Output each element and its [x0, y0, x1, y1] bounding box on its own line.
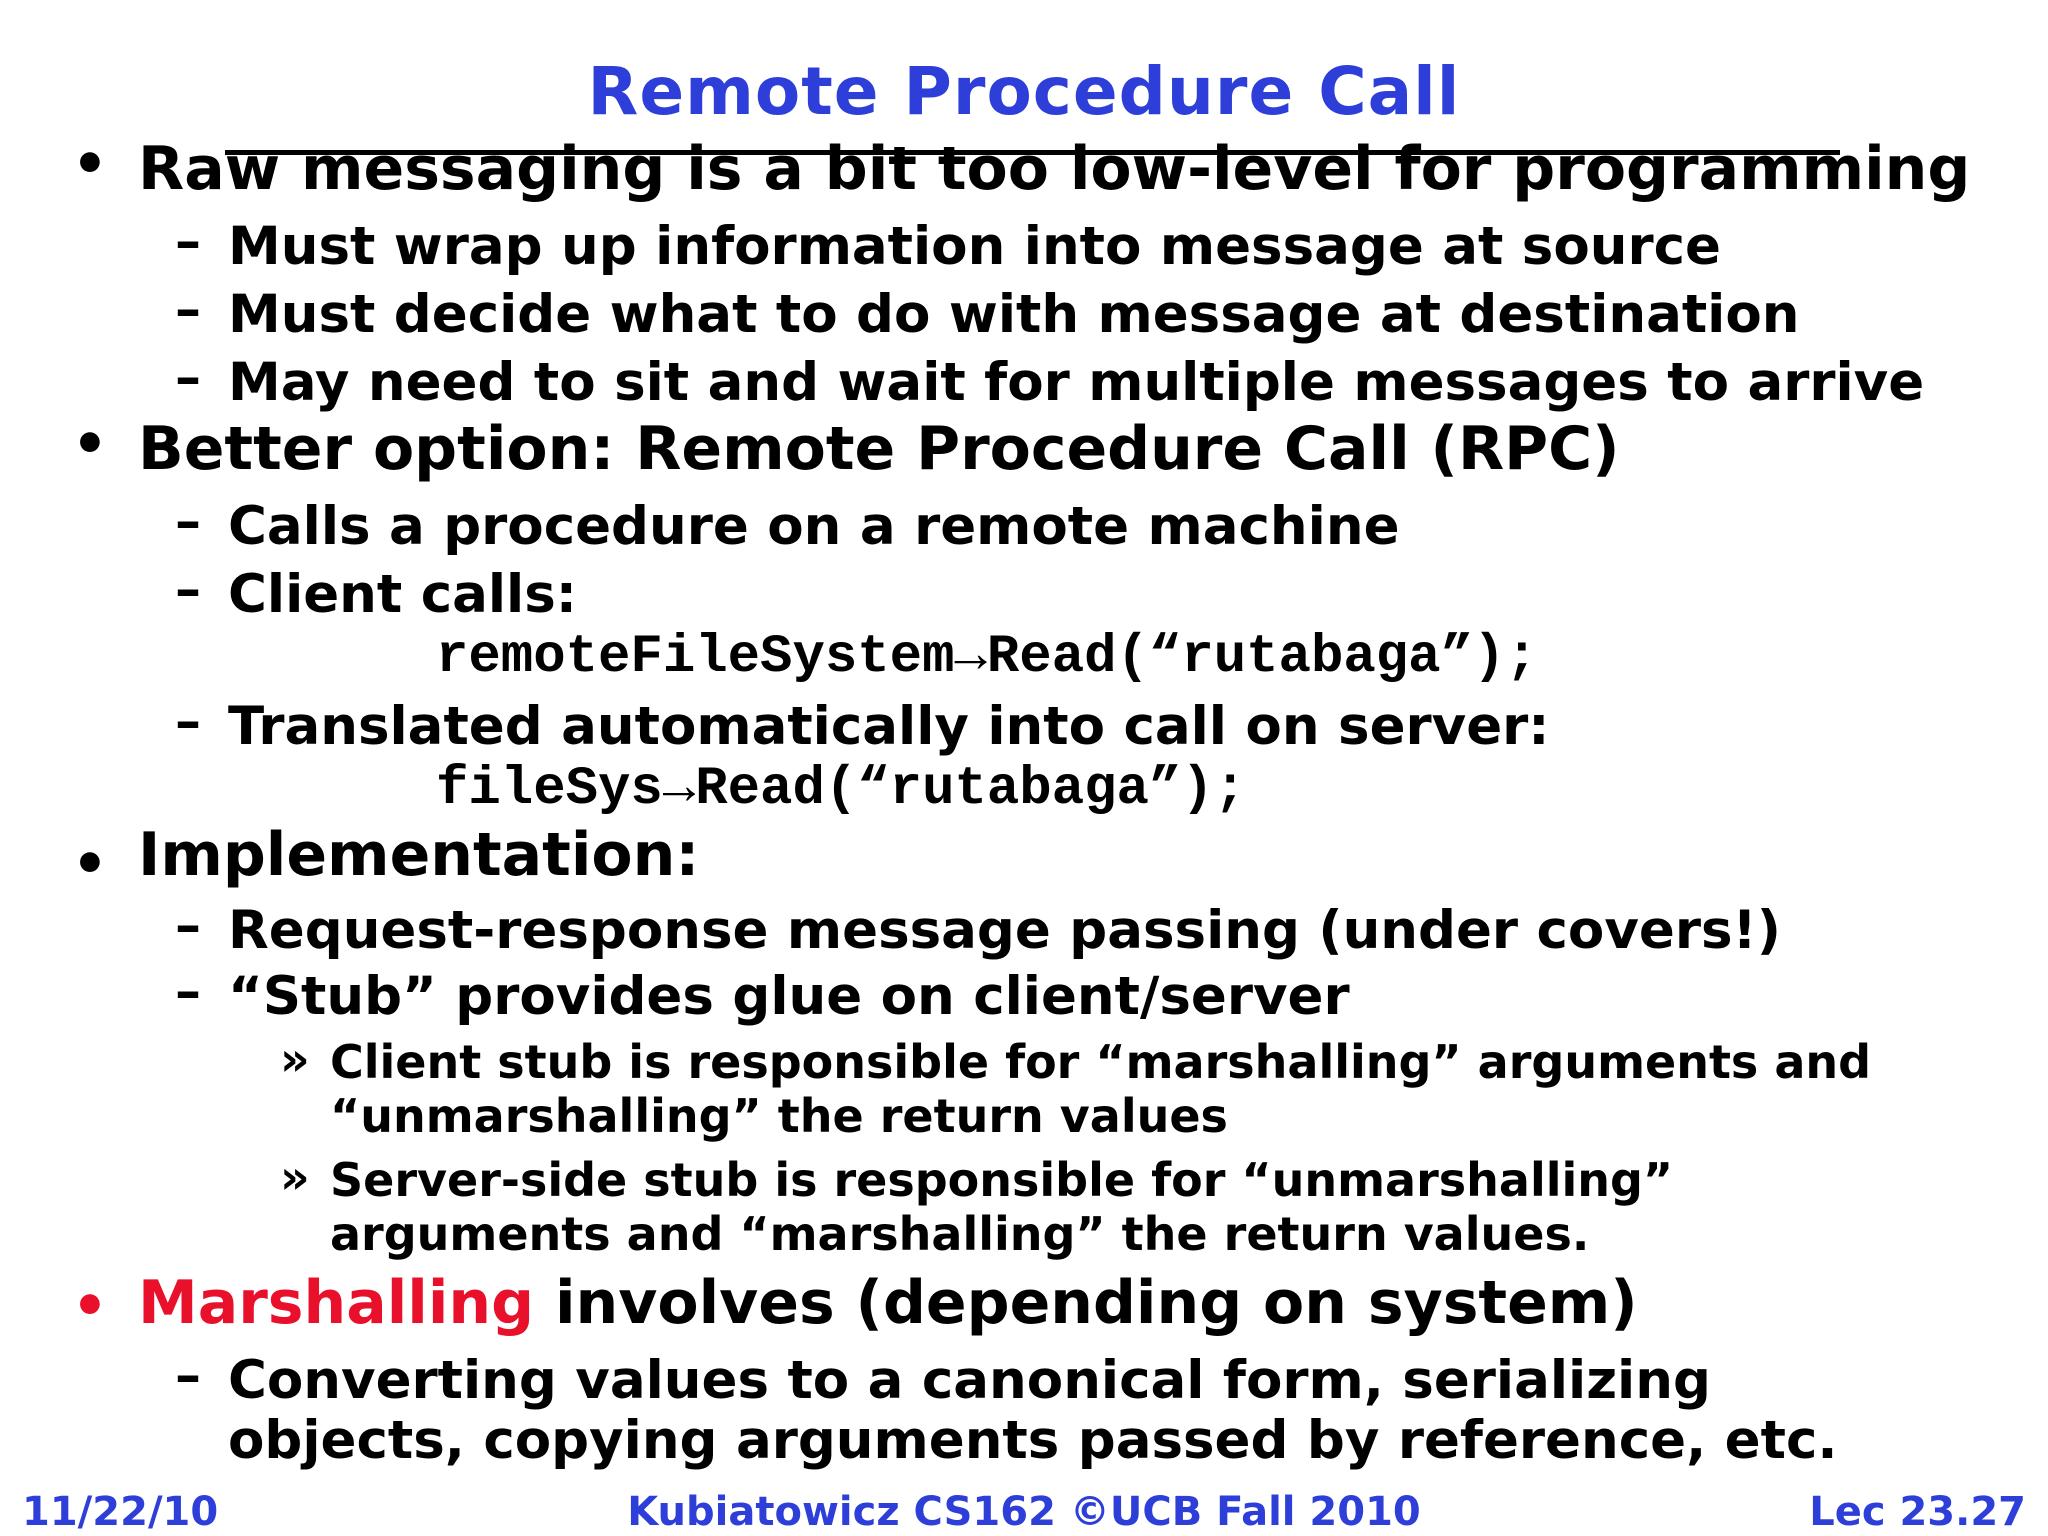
- bullet-marker: •: [72, 1274, 108, 1339]
- sub-bullet-calls-procedure: Calls a procedure on a remote machine: [228, 496, 1400, 557]
- subsub-marker: »: [280, 1032, 310, 1086]
- subsub-server-stub-line1: Server-side stub is responsible for “unmarshalling”: [330, 1153, 1674, 1207]
- bullet-implementation: Implementation:: [138, 820, 700, 890]
- sub-bullet-decide: Must decide what to do with message at destination: [228, 284, 1800, 345]
- sub-bullet-client-calls: Client calls:: [228, 564, 577, 625]
- subsub-server-stub-line2: arguments and “marshalling” the return values.: [330, 1207, 1590, 1261]
- bullet-marshalling: [138, 1268, 1638, 1338]
- subsub-client-stub-line2: “unmarshalling” the return values: [330, 1089, 1228, 1143]
- dash-marker: –: [175, 962, 201, 1022]
- code-filesys-read: fileSys→Read(“rutabaga”);: [436, 759, 1247, 820]
- subsub-marker: »: [280, 1150, 310, 1204]
- marshalling-rest: involves (depending on system): [534, 1268, 1638, 1338]
- sub-bullet-converting-line2: objects, copying arguments passed by reference, etc.: [228, 1410, 1838, 1471]
- dash-marker: –: [175, 280, 201, 340]
- bullet-marker: •: [72, 412, 108, 477]
- bullet-raw-messaging: Raw messaging is a bit too low-level for programming: [138, 134, 1971, 204]
- dash-marker: –: [175, 212, 201, 272]
- code-remote-read: remoteFileSystem→Read(“rutabaga”);: [436, 627, 1538, 688]
- sub-bullet-converting-line1: Converting values to a canonical form, serializing: [228, 1350, 1711, 1411]
- marshalling-highlight: Marshalling: [138, 1268, 535, 1338]
- footer-course: Kubiatowicz CS162 ©UCB Fall 2010: [627, 1489, 1421, 1535]
- dash-marker: –: [175, 492, 201, 552]
- footer-date: 11/22/10: [22, 1489, 219, 1535]
- dash-marker: –: [175, 348, 201, 408]
- dash-marker: –: [175, 896, 201, 956]
- dash-marker: –: [175, 1346, 201, 1406]
- subsub-client-stub-line1: Client stub is responsible for “marshalling” arguments and: [330, 1035, 1872, 1089]
- sub-bullet-request-response: Request-response message passing (under covers!): [228, 900, 1781, 961]
- sub-bullet-translated: Translated automatically into call on server:: [228, 696, 1550, 757]
- footer-lecture: Lec 23.27: [1809, 1489, 2026, 1535]
- sub-bullet-wrap-up: Must wrap up information into message at source: [228, 216, 1721, 277]
- bullet-marker: •: [72, 832, 108, 897]
- bullet-marker: •: [72, 132, 108, 197]
- dash-marker: –: [175, 560, 201, 620]
- slide-title: Remote Procedure Call: [587, 53, 1461, 130]
- sub-bullet-stub: “Stub” provides glue on client/server: [228, 966, 1350, 1027]
- dash-marker: –: [175, 692, 201, 752]
- sub-bullet-wait: May need to sit and wait for multiple messages to arrive: [228, 352, 1925, 413]
- bullet-better-option: Better option: Remote Procedure Call (RPC): [138, 414, 1620, 484]
